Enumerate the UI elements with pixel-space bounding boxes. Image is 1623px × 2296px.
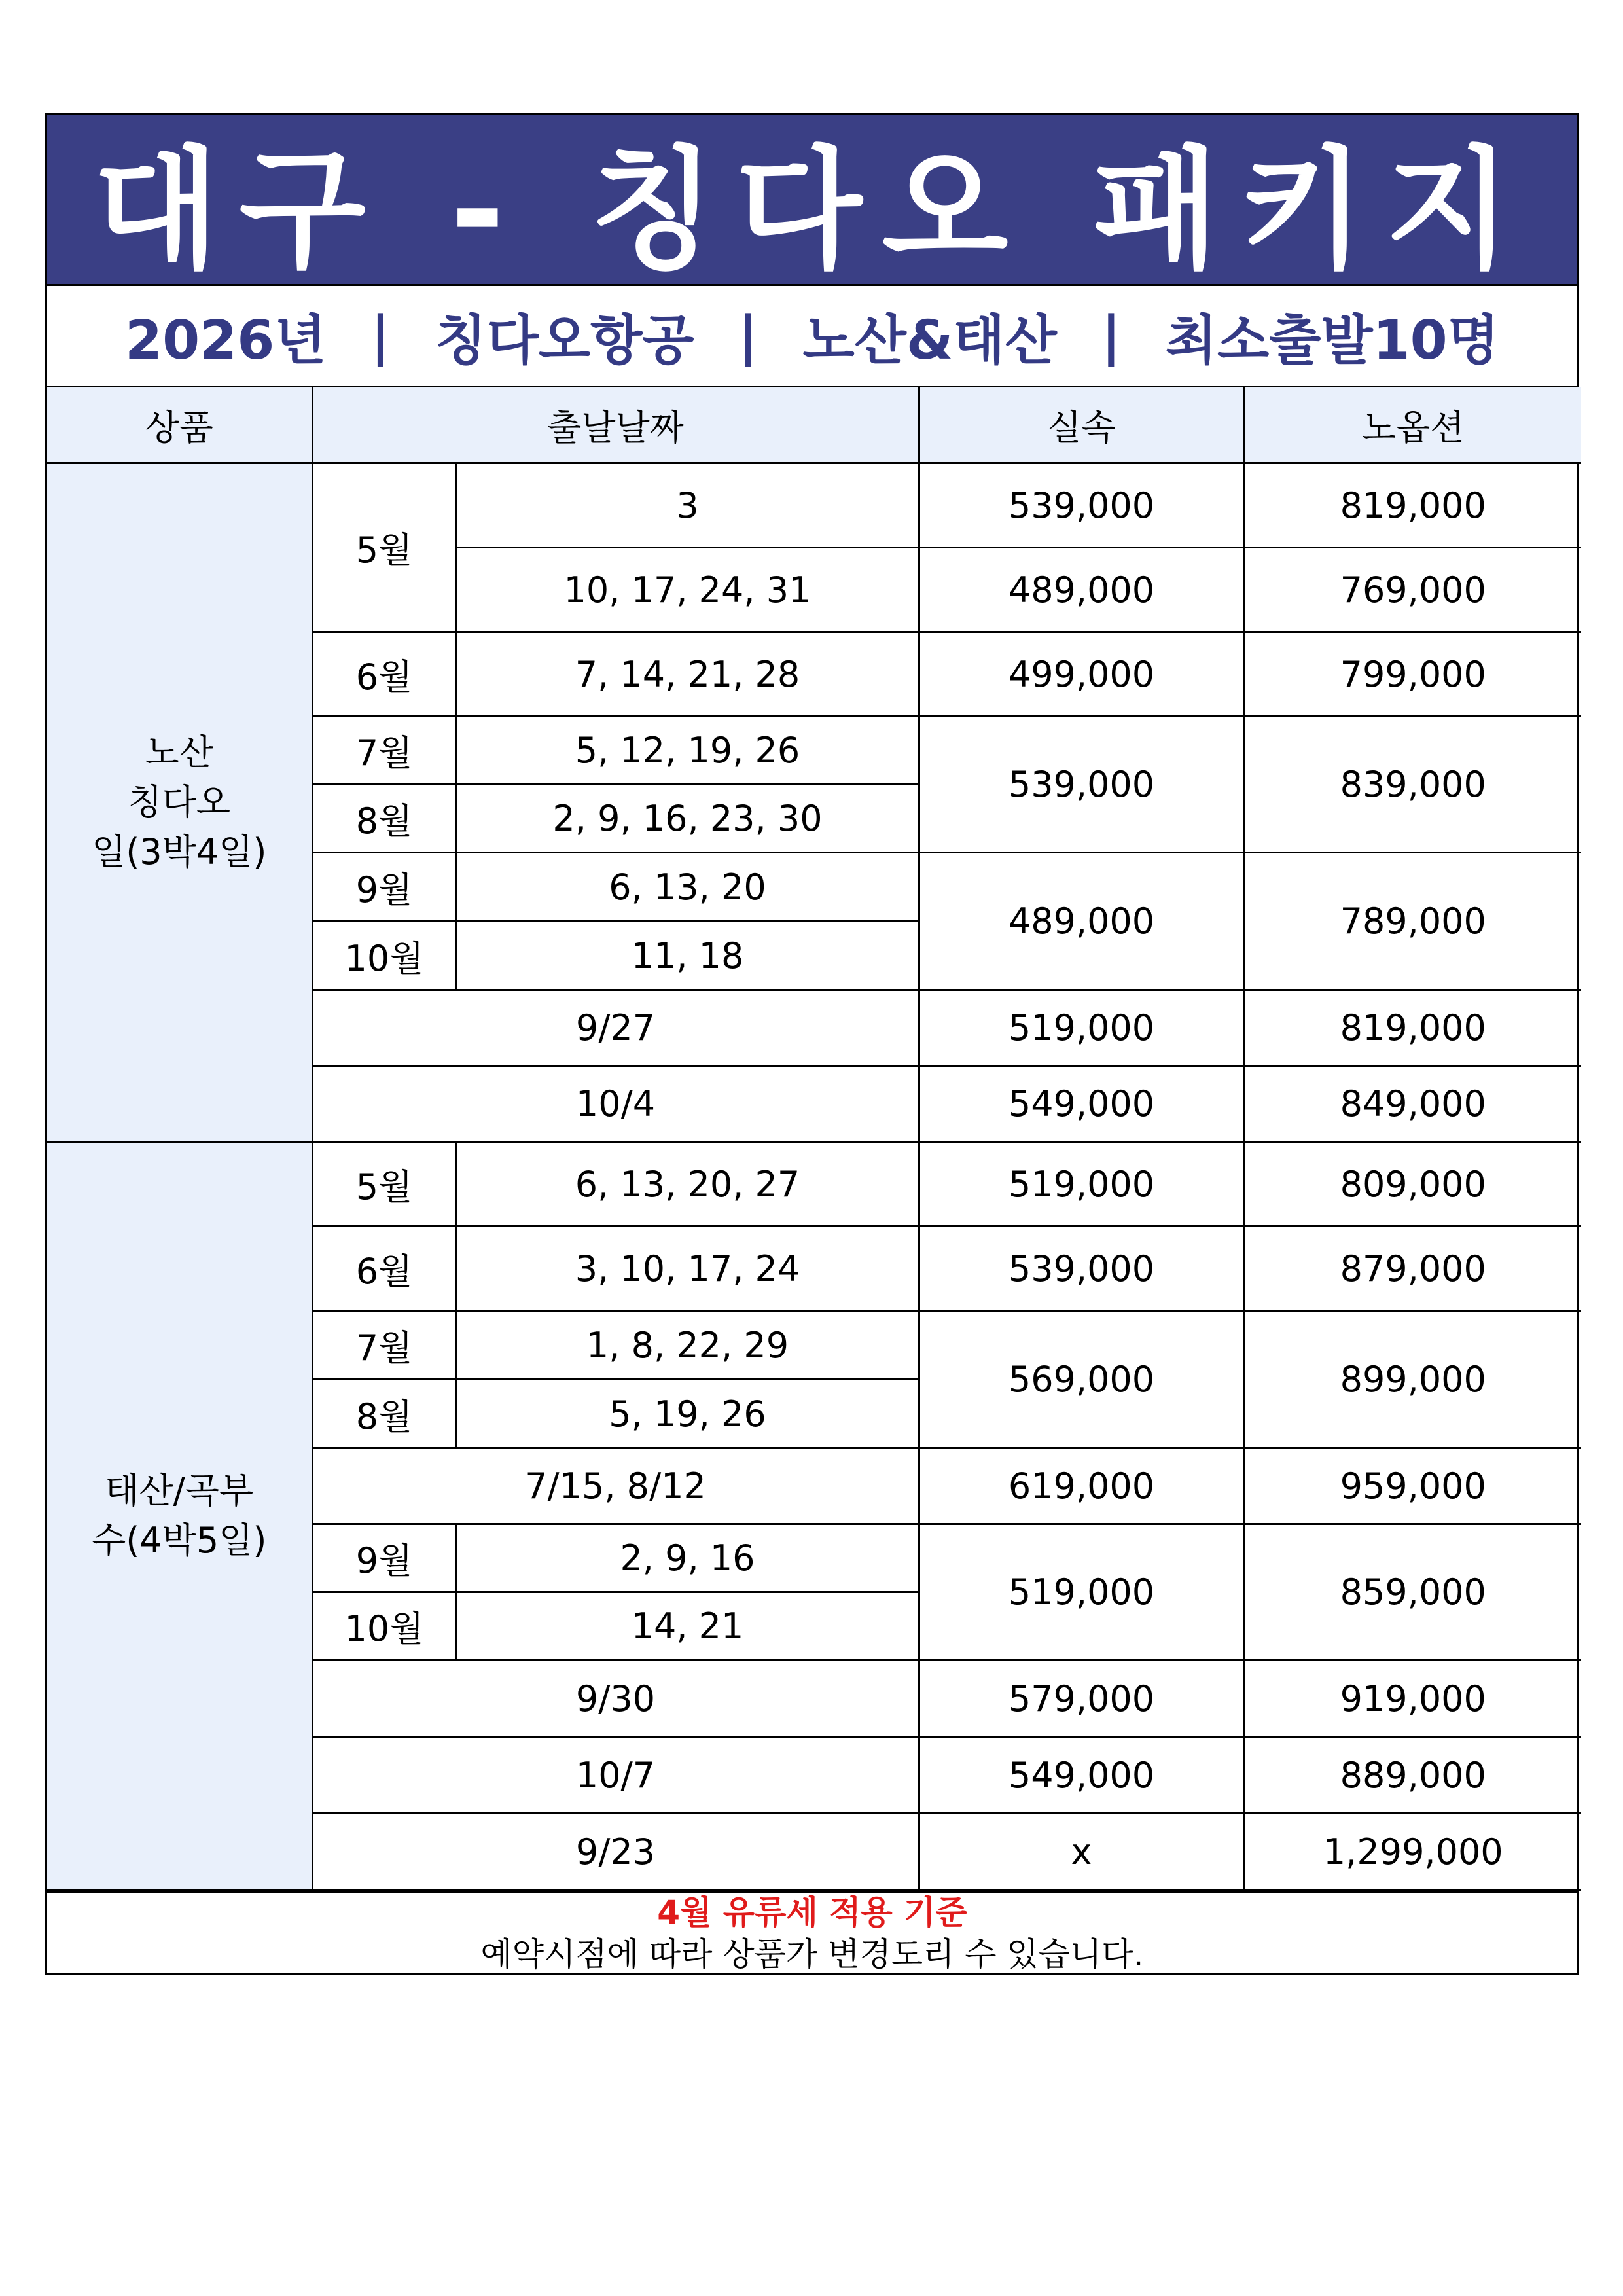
nooption-price: 799,000 <box>1244 632 1581 717</box>
date-cell: 10/4 <box>312 1066 919 1142</box>
nooption-price: 1,299,000 <box>1244 1814 1581 1890</box>
silsok-price: 549,000 <box>919 1066 1244 1142</box>
silsok-price: x <box>919 1814 1244 1890</box>
subtitle-airline: 칭다오항공 <box>435 309 694 372</box>
nooption-price: 789,000 <box>1244 853 1581 990</box>
product-name-taesan: 태산/곡부 수(4박5일) <box>47 1142 312 1890</box>
silsok-price: 539,000 <box>919 1227 1244 1311</box>
silsok-price: 579,000 <box>919 1660 1244 1737</box>
month-cell: 5월 <box>312 1142 456 1227</box>
price-change-note: 예약시점에 따라 상품가 변경도리 수 있습니다. <box>480 1935 1144 1973</box>
dates-cell: 1, 8, 22, 29 <box>456 1311 919 1380</box>
dates-cell: 11, 18 <box>456 922 919 990</box>
nooption-price: 839,000 <box>1244 717 1581 853</box>
header-silsok: 실속 <box>919 387 1244 463</box>
nooption-price: 769,000 <box>1244 548 1581 632</box>
month-cell: 8월 <box>312 1380 456 1448</box>
dates-cell: 6, 13, 20, 27 <box>456 1142 919 1227</box>
nooption-price: 849,000 <box>1244 1066 1581 1142</box>
product-name-nosan: 노산 칭다오 일(3박4일) <box>47 463 312 1142</box>
footer-notes <box>47 1891 1577 1973</box>
nooption-price: 879,000 <box>1244 1227 1581 1311</box>
month-cell: 6월 <box>312 632 456 717</box>
silsok-price: 549,000 <box>919 1737 1244 1814</box>
month-cell: 8월 <box>312 785 456 853</box>
subtitle-route: 노산&태산 <box>802 309 1057 372</box>
dates-cell: 14, 21 <box>456 1592 919 1660</box>
dates-cell: 2, 9, 16 <box>456 1524 919 1592</box>
silsok-price: 619,000 <box>919 1448 1244 1524</box>
nooption-price: 819,000 <box>1244 463 1581 548</box>
dates-cell: 7, 14, 21, 28 <box>456 632 919 717</box>
date-cell: 9/23 <box>312 1814 919 1890</box>
silsok-price: 539,000 <box>919 717 1244 853</box>
date-cell: 9/30 <box>312 1660 919 1737</box>
date-cell: 10/7 <box>312 1737 919 1814</box>
header-no-option: 노옵션 <box>1244 387 1581 463</box>
page-title: 대구 - 칭다오 패키지 <box>47 115 1577 286</box>
nooption-price: 889,000 <box>1244 1737 1581 1814</box>
price-table <box>47 387 1581 1891</box>
table-header-row <box>47 387 1581 463</box>
table-row <box>47 1142 1581 1227</box>
nooption-price: 919,000 <box>1244 1660 1581 1737</box>
dates-cell: 10, 17, 24, 31 <box>456 548 919 632</box>
nooption-price: 859,000 <box>1244 1524 1581 1660</box>
month-cell: 9월 <box>312 853 456 922</box>
header-product: 상품 <box>47 387 312 463</box>
header-departure-date: 출날날짜 <box>312 387 919 463</box>
month-cell: 5월 <box>312 463 456 632</box>
subtitle-separator: | <box>370 304 391 367</box>
nooption-price: 899,000 <box>1244 1311 1581 1448</box>
subtitle-year: 2026년 <box>125 309 327 372</box>
subtitle-separator: | <box>738 304 758 367</box>
silsok-price: 569,000 <box>919 1311 1244 1448</box>
silsok-price: 489,000 <box>919 853 1244 990</box>
month-cell: 10월 <box>312 922 456 990</box>
dates-cell: 3 <box>456 463 919 548</box>
nooption-price: 809,000 <box>1244 1142 1581 1227</box>
dates-cell: 5, 19, 26 <box>456 1380 919 1448</box>
silsok-price: 499,000 <box>919 632 1244 717</box>
silsok-price: 519,000 <box>919 1524 1244 1660</box>
nooption-price: 959,000 <box>1244 1448 1581 1524</box>
fuel-surcharge-note: 4월 유류세 적용 기준 <box>657 1893 967 1931</box>
table-row <box>47 463 1581 548</box>
price-sheet <box>45 113 1579 1975</box>
dates-cell: 2, 9, 16, 23, 30 <box>456 785 919 853</box>
subtitle-separator: | <box>1101 304 1121 367</box>
dates-cell: 6, 13, 20 <box>456 853 919 922</box>
dates-cell: 3, 10, 17, 24 <box>456 1227 919 1311</box>
dates-cell: 5, 12, 19, 26 <box>456 717 919 785</box>
month-cell: 6월 <box>312 1227 456 1311</box>
month-cell: 7월 <box>312 717 456 785</box>
subtitle-min-departure: 최소출발10명 <box>1165 309 1499 372</box>
silsok-price: 539,000 <box>919 463 1244 548</box>
month-cell: 7월 <box>312 1311 456 1380</box>
date-cell: 9/27 <box>312 990 919 1066</box>
date-cell: 7/15, 8/12 <box>312 1448 919 1524</box>
silsok-price: 519,000 <box>919 990 1244 1066</box>
nooption-price: 819,000 <box>1244 990 1581 1066</box>
month-cell: 10월 <box>312 1592 456 1660</box>
silsok-price: 519,000 <box>919 1142 1244 1227</box>
month-cell: 9월 <box>312 1524 456 1592</box>
silsok-price: 489,000 <box>919 548 1244 632</box>
subtitle-bar <box>47 286 1577 387</box>
